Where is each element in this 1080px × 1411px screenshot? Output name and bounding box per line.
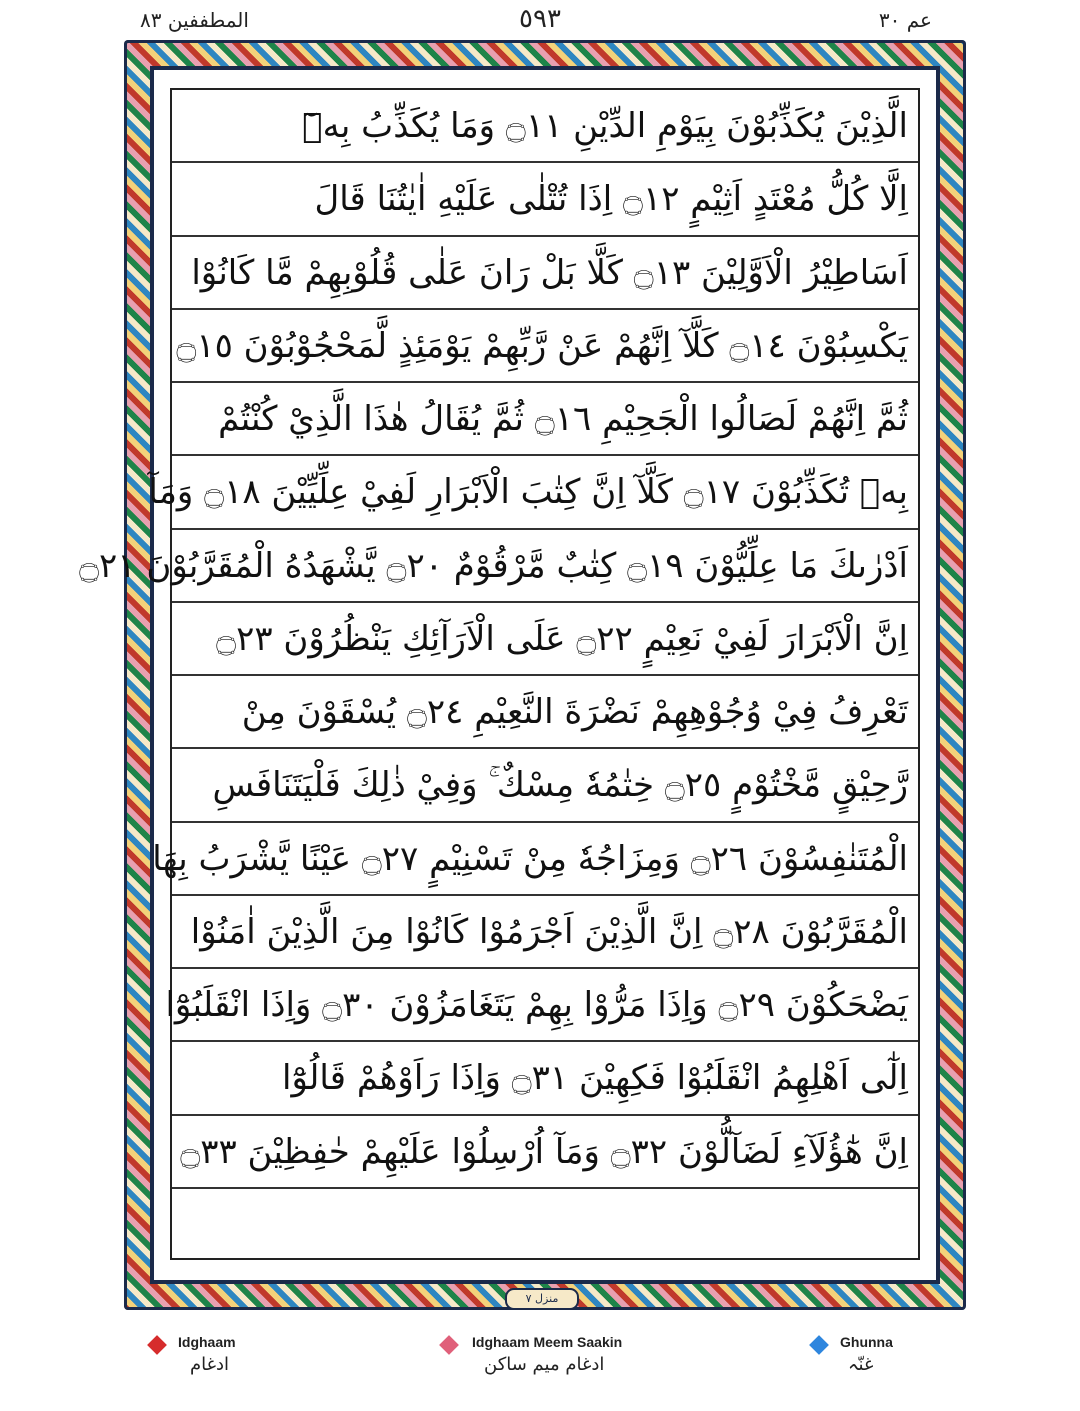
text-line: اَدْرٰىكَ مَا عِلِّيُّوْنَ ۝١٩ كِتٰبٌ مَّرْقُوْمٌ ۝٢٠ يَّشْهَدُهُ الْمُقَرَّبُوْنَ ۝٢١ [172, 530, 918, 603]
text-line: تَعْرِفُ فِيْ وُجُوْهِهِمْ نَضْرَةَ النَّعِيْمِ ۝٢٤ يُسْقَوْنَ مِنْ [172, 676, 918, 749]
red-diamond-icon [147, 1335, 167, 1355]
pink-diamond-icon [439, 1335, 459, 1355]
page-number: ٥٩٣ [519, 4, 561, 34]
manzil-marker: منزل ٧ [505, 1288, 579, 1310]
text-line: اَسَاطِيْرُ الْاَوَّلِيْنَ ۝١٣ كَلَّا بَلْ رَانَ عَلٰى قُلُوْبِهِمْ مَّا كَانُوْا [172, 237, 918, 310]
text-line: الْمُقَرَّبُوْنَ ۝٢٨ اِنَّ الَّذِيْنَ اَجْرَمُوْا كَانُوْا مِنَ الَّذِيْنَ اٰمَنُوْا [172, 896, 918, 969]
text-line: يَكْسِبُوْنَ ۝١٤ كَلَّآ اِنَّهُمْ عَنْ رَّبِّهِمْ يَوْمَئِذٍ لَّمَحْجُوْبُوْنَ ۝١٥ [172, 310, 918, 383]
text-line [172, 1189, 918, 1262]
page-header [0, 0, 1080, 42]
juz-name: عم ٣٠ [878, 8, 932, 32]
text-line: يَضْحَكُوْنَ ۝٢٩ وَاِذَا مَرُّوْا بِهِمْ يَتَغَامَزُوْنَ ۝٣٠ وَاِذَا انْقَلَبُوْٓا [172, 969, 918, 1042]
blue-diamond-icon [809, 1335, 829, 1355]
text-line: رَّحِيْقٍ مَّخْتُوْمٍ ۝٢٥ خِتٰمُهٗ مِسْكٌ ۚ وَفِيْ ذٰلِكَ فَلْيَتَنَافَسِ [172, 749, 918, 822]
text-line: اِلٰٓى اَهْلِهِمُ انْقَلَبُوْا فَكِهِيْنَ ۝٣١ وَاِذَا رَاَوْهُمْ قَالُوْٓا [172, 1042, 918, 1115]
text-line: الَّذِيْنَ يُكَذِّبُوْنَ بِيَوْمِ الدِّيْنِ ۝١١ وَمَا يُكَذِّبُ بِهٖٓ [172, 90, 918, 163]
text-line: الْمُتَنٰفِسُوْنَ ۝٢٦ وَمِزَاجُهٗ مِنْ تَسْنِيْمٍ ۝٢٧ عَيْنًا يَّشْرَبُ بِهَا [172, 823, 918, 896]
text-line: بِهٖ تُكَذِّبُوْنَ ۝١٧ كَلَّآ اِنَّ كِتٰبَ الْاَبْرَارِ لَفِيْ عِلِّيِّيْنَ ۝١٨ وَمَآ [172, 456, 918, 529]
text-line: اِلَّا كُلُّ مُعْتَدٍ اَثِيْمٍ ۝١٢ اِذَا تُتْلٰى عَلَيْهِ اٰيٰتُنَا قَالَ [172, 163, 918, 236]
surah-name: المطففين ٨٣ [140, 8, 249, 32]
quran-text-panel [79, 88, 920, 1260]
text-line: اِنَّ هٰٓؤُلَآءِ لَضَآلُّوْنَ ۝٣٢ وَمَآ اُرْسِلُوْا عَلَيْهِمْ حٰفِظِيْنَ ۝٣٣ [172, 1116, 918, 1189]
text-line: اِنَّ الْاَبْرَارَ لَفِيْ نَعِيْمٍ ۝٢٢ عَلَى الْاَرَآئِكِ يَنْظُرُوْنَ ۝٢٣ [172, 603, 918, 676]
text-line: ثُمَّ اِنَّهُمْ لَصَالُوا الْجَحِيْمِ ۝١٦ ثُمَّ يُقَالُ هٰذَا الَّذِيْ كُنْتُمْ [172, 383, 918, 456]
